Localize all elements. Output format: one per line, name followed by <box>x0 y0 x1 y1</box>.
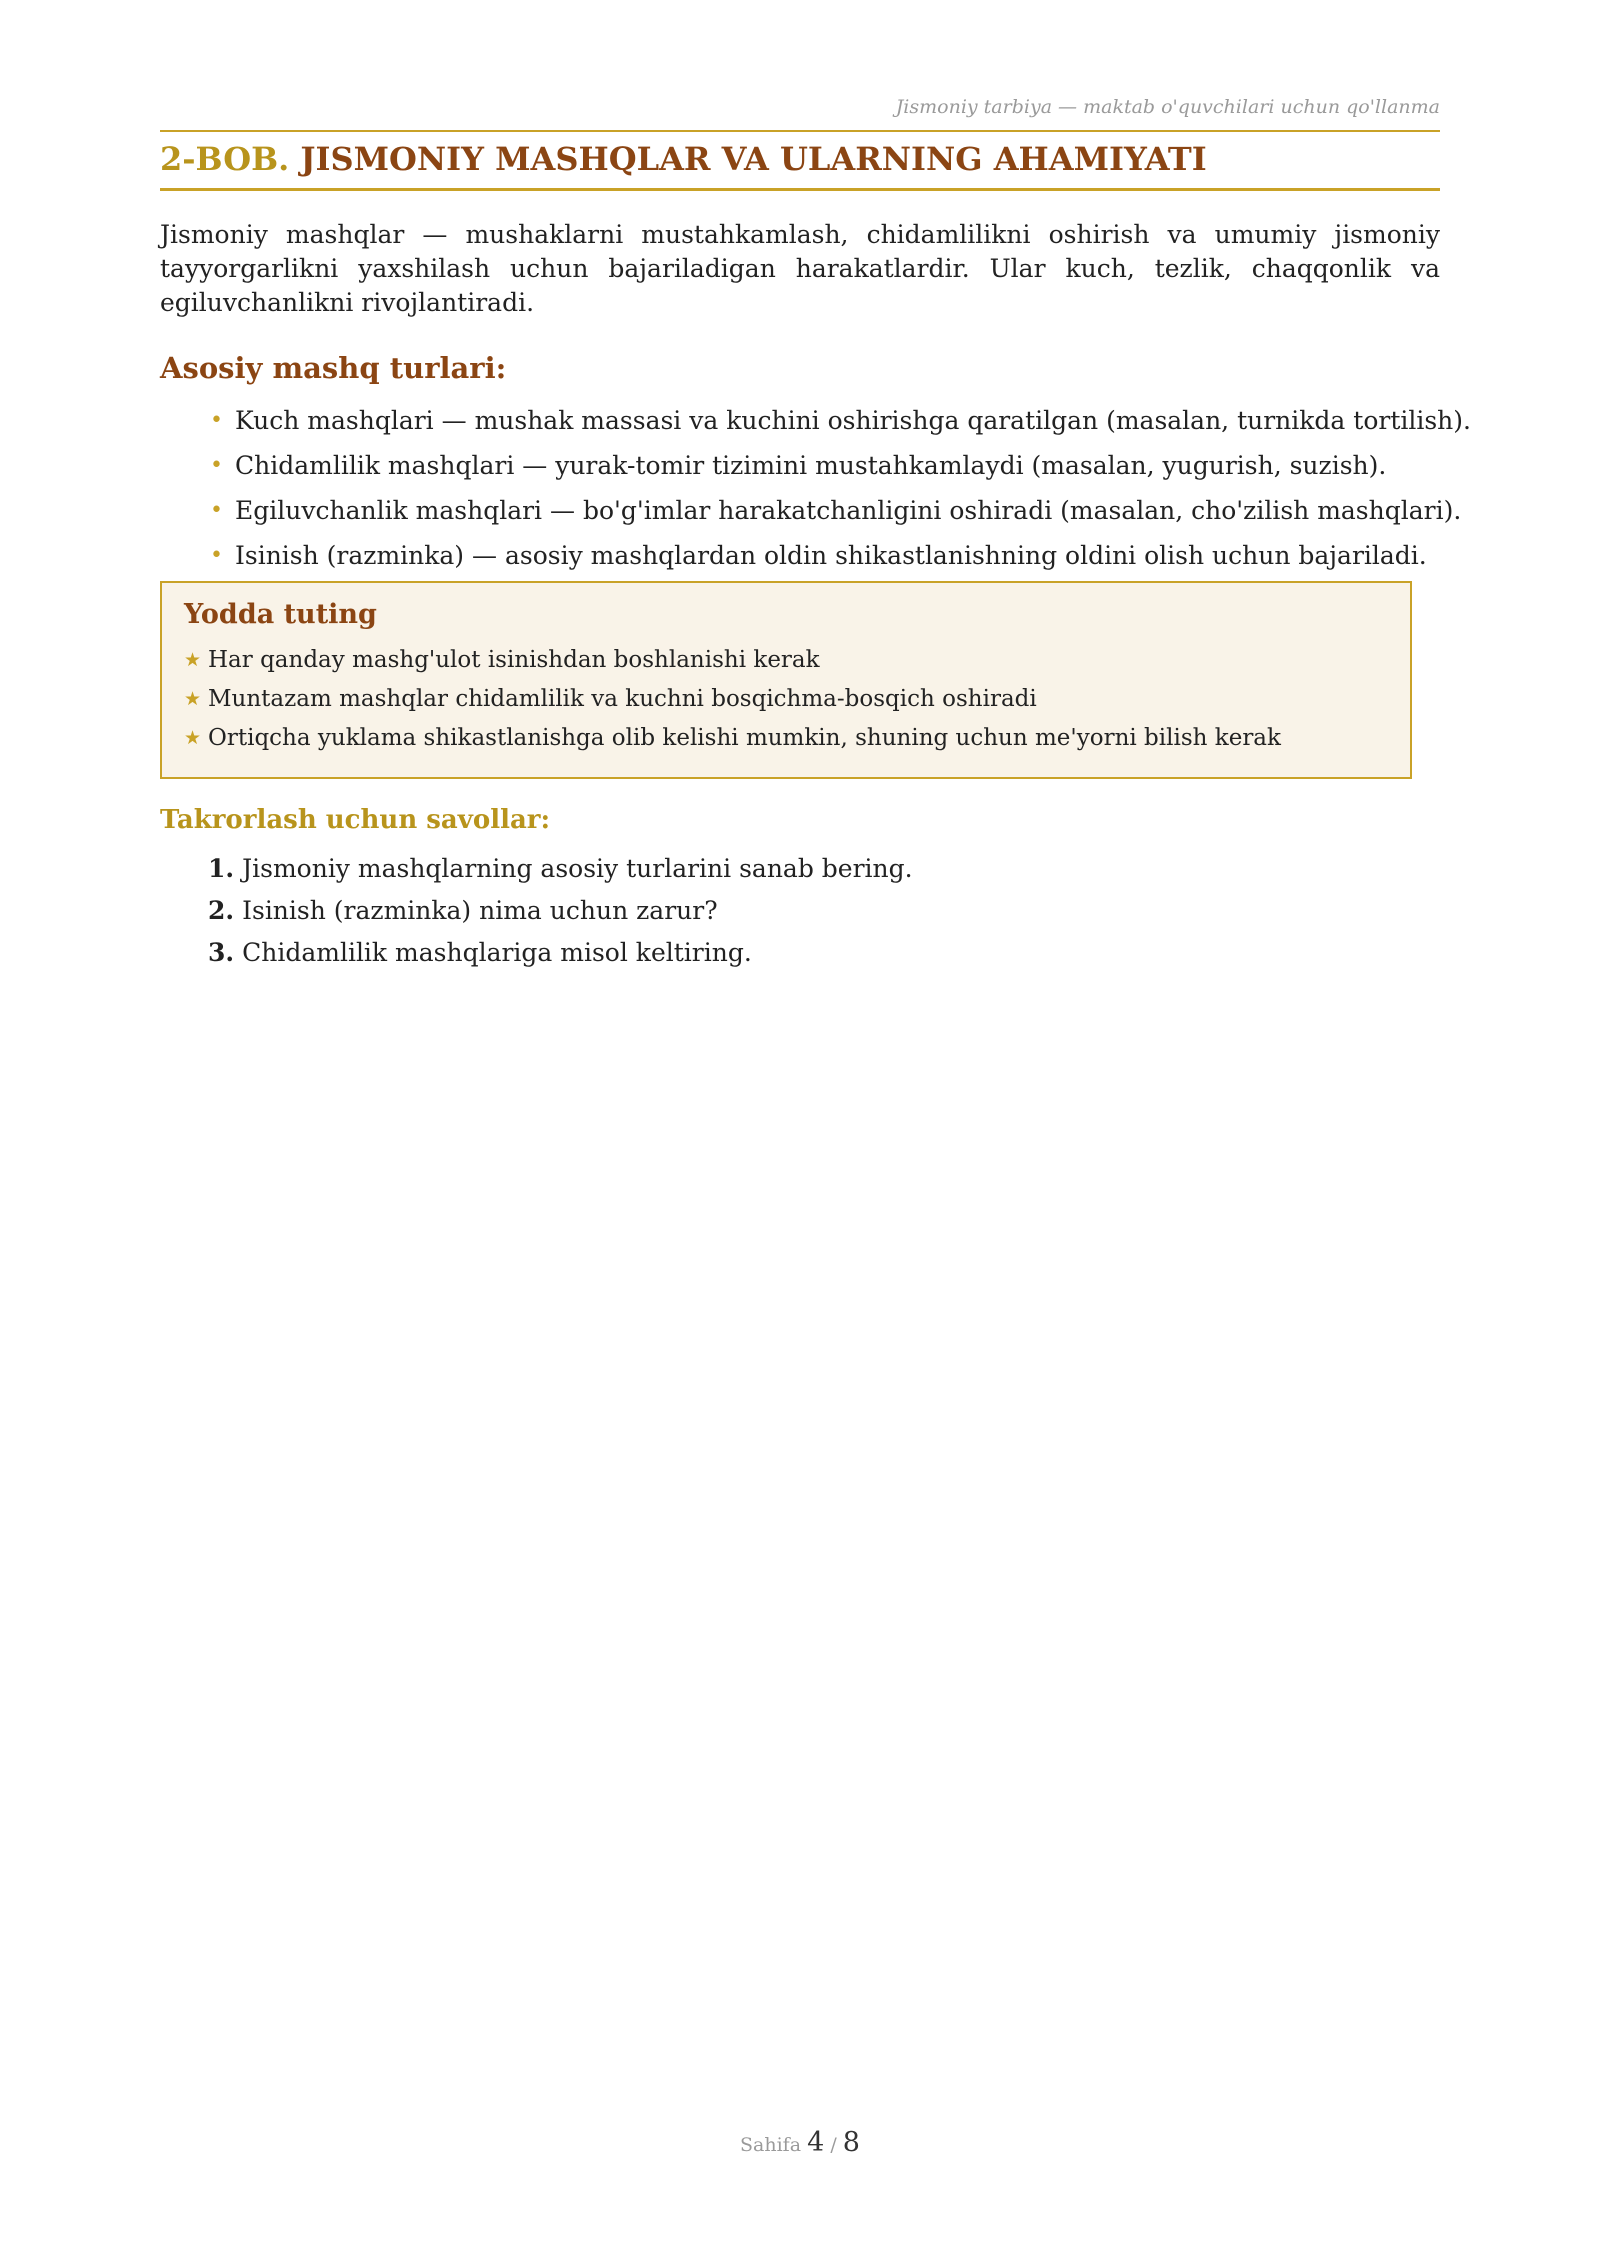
star-icon: ★ <box>184 688 202 710</box>
question-item: 1. Jismoniy mashqlarning asosiy turlarini sanab bering. <box>208 854 913 883</box>
list-item: • Isinish (razminka) — asosiy mashqlardan oldin shikastlanishning oldini olish uchun bajariladi. <box>205 533 1455 578</box>
star-icon: ★ <box>184 649 202 671</box>
review-heading: Takrorlash uchun savollar: <box>160 805 551 835</box>
bullet-dot-icon: • <box>210 498 223 523</box>
section-heading: Asosiy mashq turlari: <box>160 351 507 385</box>
reminder-item: ★ Ortiqcha yuklama shikastlanishga olib kelishi mumkin, shuning uchun me'yorni bilish kerak <box>184 719 1281 758</box>
header-rule-bottom <box>160 188 1440 191</box>
page-total: 8 <box>842 2127 860 2158</box>
running-header: Jismoniy tarbiya — maktab o'quvchilari uchun qo'llanma <box>895 96 1440 118</box>
reminder-box <box>160 581 1412 779</box>
chapter-number: 2-BOB. <box>160 140 290 178</box>
bullet-dot-icon: • <box>210 408 223 433</box>
reminder-list <box>184 641 1281 758</box>
intro-paragraph: Jismoniy mashqlar — mushaklarni mustahkamlash, chidamlilikni oshirish va umumiy jismoniy tayyorgarlikni yaxshilash uchun bajariladigan harakatlardir. Ular kuch, tezlik, chaqqonlik va egiluvchanlikni rivojlantiradi. <box>160 220 1440 317</box>
list-item: • Kuch mashqlari — mushak massasi va kuchini oshirishga qaratilgan (masalan, turnikda tortilish). <box>205 398 1455 443</box>
bullet-dot-icon: • <box>210 543 223 568</box>
list-item: • Chidamlilik mashqlari — yurak-tomir tizimini mustahkamlaydi (masalan, yugurish, suzish). <box>205 443 1455 488</box>
chapter-title <box>160 134 1440 184</box>
question-item: 2. Isinish (razminka) nima uchun zarur? <box>208 896 718 925</box>
page-separator: / <box>830 2134 837 2156</box>
header-rule-top <box>160 130 1440 132</box>
review-questions-list <box>208 848 913 974</box>
page-label: Sahifa <box>740 2134 802 2156</box>
chapter-title-text: JISMONIY MASHQLAR VA ULARNING AHAMIYATI <box>300 140 1207 178</box>
star-icon: ★ <box>184 727 202 749</box>
page-footer <box>0 2126 1600 2162</box>
question-item: 3. Chidamlilik mashqlariga misol keltiring. <box>208 938 752 967</box>
reminder-item: ★ Muntazam mashqlar chidamlilik va kuchni bosqichma-bosqich oshiradi <box>184 680 1281 719</box>
page-number: 4 <box>807 2127 825 2158</box>
bullet-dot-icon: • <box>210 453 223 478</box>
reminder-item: ★ Har qanday mashg'ulot isinishdan boshlanishi kerak <box>184 641 1281 680</box>
list-item: • Egiluvchanlik mashqlari — bo'g'imlar harakatchanligini oshiradi (masalan, cho'zilish mashqlari). <box>205 488 1455 533</box>
reminder-box-title: Yodda tuting <box>184 599 377 630</box>
exercise-types-list <box>205 398 1471 578</box>
